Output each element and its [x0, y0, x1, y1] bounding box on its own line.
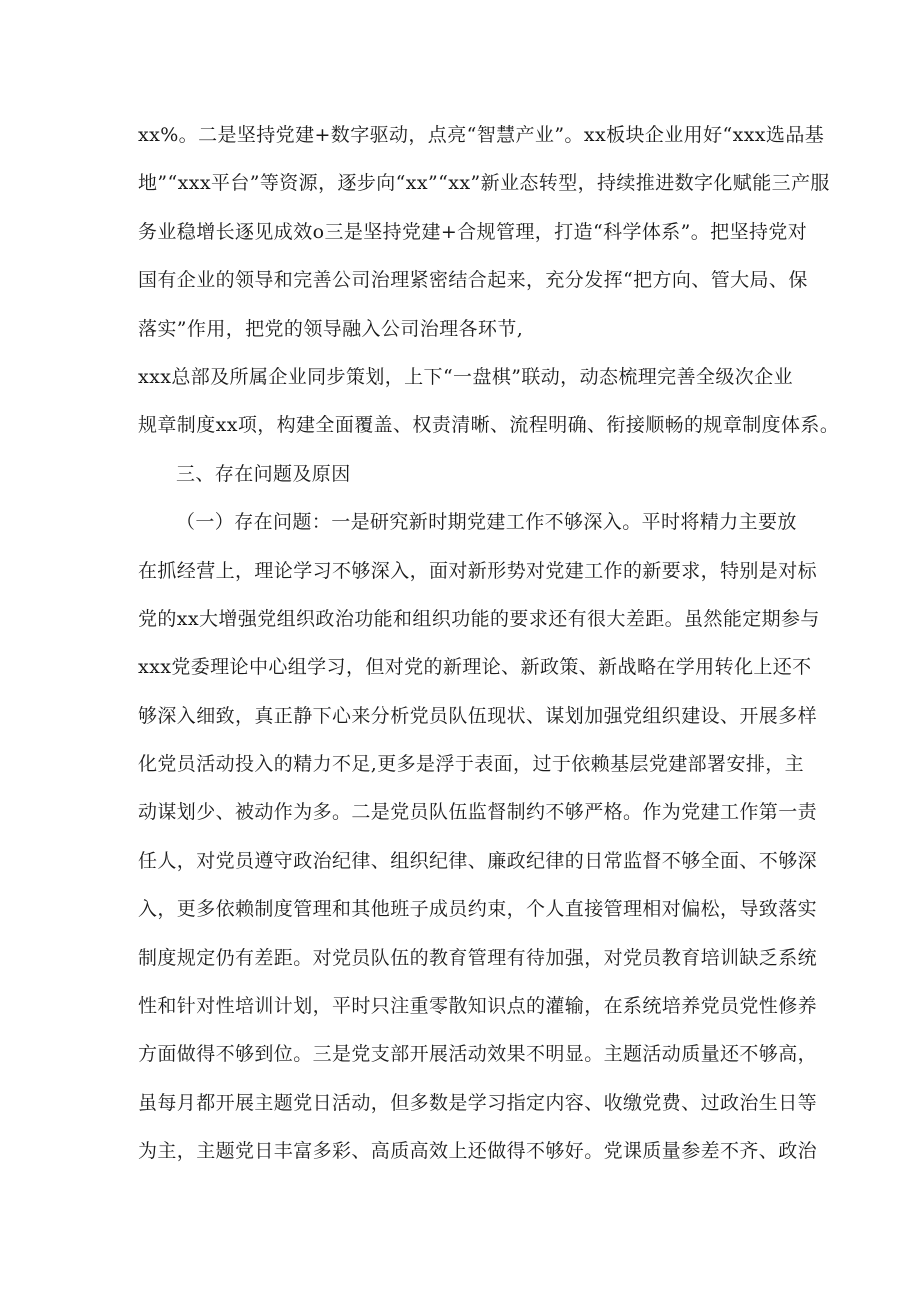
text-line: xx%。二是坚持党建+数字驱动，点亮“智慧产业”。xx板块企业用好“xxx选品基	[138, 124, 825, 146]
text-line: 国有企业的领导和完善公司治理紧密结合起来，充分发挥“把方向、管大局、保	[138, 269, 808, 292]
text-line: 制度规定仍有差距。对党员队伍的教育管理有待加强，对党员教育培训缺乏系统	[138, 946, 818, 969]
text-line: xxx党委理论中心组学习，但对党的新理论、新政策、新战略在学用转化上还不	[138, 656, 812, 679]
text-line: 规章制度xx项，构建全面覆盖、权责清晰、流程明确、衔接顺畅的规章制度体系。	[138, 414, 840, 437]
text-line: 够深入细致，真正静下心来分析党员队伍现状、谋划加强党组织建设、开展多样	[138, 704, 818, 727]
text-line: 虽每月都开展主题党日活动，但多数是学习指定内容、收缴党费、过政治生日等	[138, 1091, 818, 1114]
text-line: 化党员活动投入的精力不足,更多是浮于表面，过于依赖基层党建部署安排，主	[138, 753, 805, 776]
text-line: 动谋划少、被动作为多。二是党员队伍监督制约不够严格。作为党建工作第一责	[138, 801, 818, 824]
text-line: xxx总部及所属企业同步策划，上下“一盘棋”联动，动态梳理完善全级次企业	[138, 365, 793, 388]
text-line: 方面做得不够到位。三是党支部开展活动效果不明显。主题活动质量还不够高，	[138, 1043, 818, 1066]
text-line: 地”“xxx平台”等资源，逐步向“xx”“xx”新业态转型，持续推进数字化赋能三产服	[138, 172, 830, 195]
document-body	[138, 111, 840, 1176]
text-line: 入，更多依赖制度管理和其他班子成员约束，个人直接管理相对偏松，导致落实	[138, 898, 818, 921]
text-line: 任人，对党员遵守政治纪律、组织纪律、廉政纪律的日常监督不够全面、不够深	[138, 849, 818, 872]
text-line: 在抓经营上，理论学习不够深入，面对新形势对党建工作的新要求，特别是对标	[138, 559, 818, 582]
text-line: 落实”作用，把党的领导融入公司治理各环节,	[138, 317, 524, 340]
text-line: 务业稳增长逐见成效o三是坚持党建+合规管理，打造“科学体系”。把坚持党对	[138, 220, 808, 243]
section-heading: 三、存在问题及原因	[176, 462, 351, 485]
text-line: 性和针对性培训计划，平时只注重零散知识点的灌输，在系统培养党员党性修养	[138, 995, 818, 1018]
text-line: 为主，主题党日丰富多彩、高质高效上还做得不够好。党课质量参差不齐、政治	[138, 1140, 818, 1163]
text-line: （一）存在问题：一是研究新时期党建工作不够深入。平时将精力主要放	[176, 511, 797, 534]
text-line: 党的xx大增强党组织政治功能和组织功能的要求还有很大差距。虽然能定期参与	[138, 607, 820, 630]
